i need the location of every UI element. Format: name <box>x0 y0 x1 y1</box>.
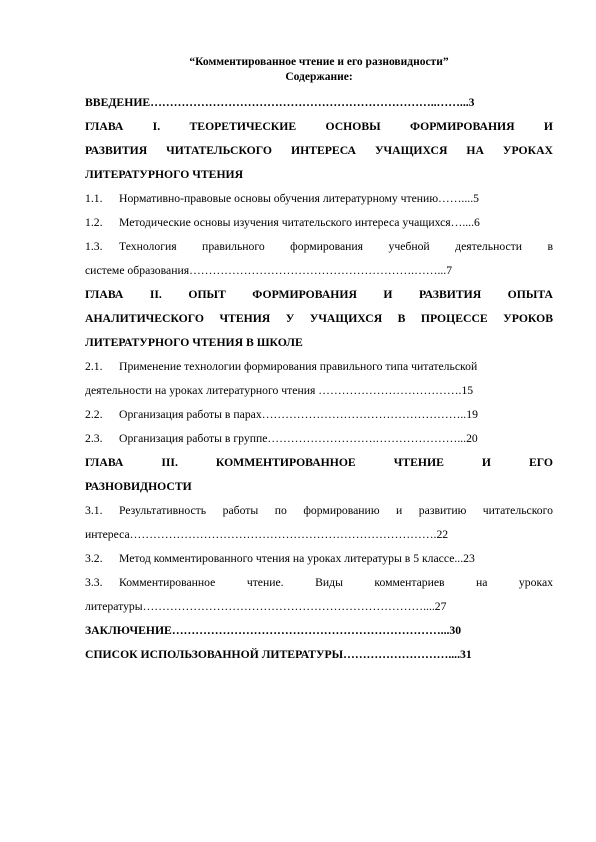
toc-section-3-1-continued[interactable]: интереса…………………………………………………………………….22 <box>85 528 449 541</box>
toc-section-1-3[interactable] <box>85 235 553 259</box>
section-number: 3.2. <box>85 552 103 565</box>
toc-chapter-1-line-3[interactable]: ЛИТЕРАТУРНОГО ЧТЕНИЯ <box>85 168 244 181</box>
toc-chapter-1-line-2[interactable]: РАЗВИТИЯ ЧИТАТЕЛЬСКОГО ИНТЕРЕСА УЧАЩИХСЯ НА УРОКАХ <box>85 144 553 157</box>
section-title: Нормативно-правовые основы обучения литературному чтению……....5 <box>119 192 479 205</box>
toc-references[interactable]: СПИСОК ИСПОЛЬЗОВАННОЙ ЛИТЕРАТУРЫ………………………....31 <box>85 648 472 661</box>
toc-chapter-2-line-2[interactable]: АНАЛИТИЧЕСКОГО ЧТЕНИЯ У УЧАЩИХСЯ В ПРОЦЕССЕ УРОКОВ <box>85 312 553 325</box>
section-title: Технология правильного формирования учебной деятельности в <box>119 240 553 253</box>
section-title: Организация работы в парах……………………………………………..19 <box>119 408 478 421</box>
section-title: Комментированное чтение. Виды комментариев на уроках <box>119 576 553 589</box>
section-title: Результативность работы по формированию и развитию читательского <box>119 504 553 517</box>
toc-section-1-3-continued[interactable]: системе образования………………………………………………….……...7 <box>85 264 453 277</box>
toc-section-3-2[interactable] <box>85 547 553 571</box>
toc-section-1-1[interactable] <box>85 187 553 211</box>
toc-intro[interactable]: ВВЕДЕНИЕ………………………………………………………………..……...3 <box>85 96 475 109</box>
toc-section-2-1[interactable] <box>85 355 553 379</box>
toc-chapter-3-line-2[interactable]: РАЗНОВИДНОСТИ <box>85 480 192 493</box>
section-title: Применение технологии формирования правильного типа читательской <box>119 360 478 373</box>
section-number: 2.2. <box>85 408 103 421</box>
toc-section-2-2[interactable] <box>85 403 553 427</box>
section-number: 2.3. <box>85 432 103 445</box>
section-title: Метод комментированного чтения на уроках литературы в 5 классе...23 <box>119 552 475 565</box>
toc-section-3-1[interactable] <box>85 499 553 523</box>
contents-heading: Содержание: <box>285 71 353 83</box>
section-number: 1.3. <box>85 240 103 253</box>
toc-chapter-2-line-3[interactable]: ЛИТЕРАТУРНОГО ЧТЕНИЯ В ШКОЛЕ <box>85 336 303 349</box>
toc-section-2-1-continued[interactable]: деятельности на уроках литературного чтения ……………………………….15 <box>85 384 474 397</box>
toc-section-1-2[interactable] <box>85 211 553 235</box>
section-number: 1.2. <box>85 216 103 229</box>
toc-page <box>85 55 553 667</box>
section-title: Организация работы в группе……………………….…………………...20 <box>119 432 478 445</box>
toc-conclusion[interactable]: ЗАКЛЮЧЕНИЕ……………………………………………………………...30 <box>85 624 462 637</box>
toc-chapter-3-line-1[interactable]: ГЛАВА III. КОММЕНТИРОВАННОЕ ЧТЕНИЕ И ЕГО <box>85 456 553 469</box>
section-number: 3.3. <box>85 576 103 589</box>
toc-section-2-3[interactable] <box>85 427 553 451</box>
document-title: “Комментированное чтение и его разновидности” <box>189 56 449 68</box>
section-number: 1.1. <box>85 192 103 205</box>
toc-chapter-1-line-1[interactable]: ГЛАВА I. ТЕОРЕТИЧЕСКИЕ ОСНОВЫ ФОРМИРОВАНИЯ И <box>85 120 553 133</box>
section-title: Методические основы изучения читательского интереса учащихся…....6 <box>119 216 480 229</box>
section-number: 3.1. <box>85 504 103 517</box>
toc-section-3-3-continued[interactable]: литературы………………………………………………………………....27 <box>85 600 447 613</box>
section-number: 2.1. <box>85 360 103 373</box>
toc-section-3-3[interactable] <box>85 571 553 595</box>
toc-chapter-2-line-1[interactable]: ГЛАВА II. ОПЫТ ФОРМИРОВАНИЯ И РАЗВИТИЯ ОПЫТА <box>85 288 553 301</box>
